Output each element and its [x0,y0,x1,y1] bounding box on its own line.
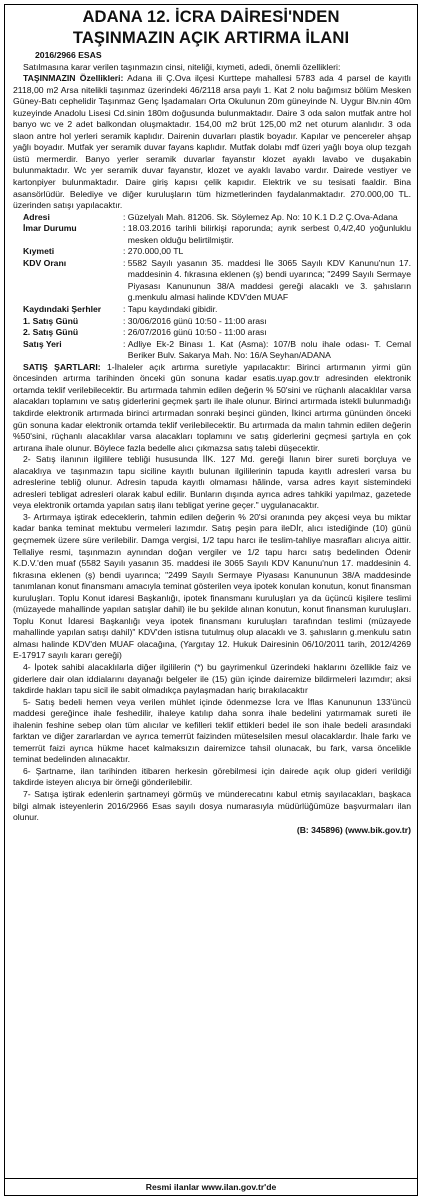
sale-day-2-label: 2. Satış Günü [23,327,79,338]
reference-number: (B: 345896) (www.bik.gov.tr) [296,824,411,835]
address-label: Adresi [23,211,50,222]
sale-day-1-label: 1. Satış Günü [23,315,79,326]
announcement-page [4,4,418,1196]
sale-place-row: Satış Yeri : Adliye Ek-2 Binası 1. Kat (Asma): 107/B nolu ihale odası- T. Cemal Beriker Bulv. Sakarya Mah. No: 16/A Seyhan/ADANA [13,339,411,362]
value-label: Kıymeti [23,246,55,257]
property-features [13,73,411,212]
annotations-label: Kaydındaki Şerhler [23,304,102,315]
annotations-row: Kaydındaki Şerhler : Tapu kaydındaki gibidir. [13,304,411,316]
sale-day-2-value: 26/07/2016 günü 10:50 - 11:00 arası [127,327,267,338]
value-row: Kıymeti : 270.000,00 TL [13,246,411,258]
conditions-label: SATIŞ ŞARTLARI: [23,361,101,372]
sale-day-2-row: 2. Satış Günü : 26/07/2016 günü 10:50 - 11:00 arası [13,327,411,339]
zoning-row: İmar Durumu : 18.03.2016 tarihli bilirkişi raporunda; ayrık serbest 0,4/2,40 yoğunluklu mesken olduğu belirtilmiştir. [13,223,411,246]
value-amount: 270.000,00 TL [127,246,184,257]
vat-value: 5582 Sayılı yasanın 35. maddesi İle 3065 Sayılı KDV Kanunu'nun 17. maddesinin 4. fıkrasına eklenen (ş) bendi uyarınca; "2499 Sayılı Sermaye Piyasası Kanununun 38/A maddesi gereği alacaklı ve 3. şahısların g.menkulu almasi halinde KDV'den MUAF [127,257,411,303]
sale-place-label: Satış Yeri [23,338,62,349]
sale-condition-4: 4- İpotek sahibi alacaklılarla diğer ilgililerin (*) bu gayrimenkul üzerindeki haklarını özellikle faiz ve giderlere dair olan iddialarını dayanağı belgeler ile (15) gün içinde dairemize bildirmeleri lazımdır; aksi takdirde hakları tapu sicil ile sabit olmadıkça paylaşmadan hariç bırakılacaktır [13,661,411,696]
sale-condition-2: 2- Satış ilanının ilgililere tebliği hususunda İİK. 127 Md. gereği İlanın birer sureti borçluya ve alacaklıya ve taşınmazın tapu siciline kayıtlı bulunan ilgililerinin tapuda kayıtlı adresleri varsa bu adreslerine tebliğ olunur. Adresin tapuda kayıtlı olmaması hâlinde, varsa adres kayıt sistemindeki adresleri tebligat adresleri olarak kabul edilir. Bunların dışında ayrıca adres tahkiki yapılmaz, gazetede veya elektronik ortamda yapılan satış ilanı tebligat yerine geçer." uygulanacaktır. [13,454,411,511]
esas-number: 2016/2966 ESAS [35,50,102,60]
zoning-value: 18.03.2016 tarihli bilirkişi raporunda; ayrık serbest 0,4/2,40 yoğunluklu mesken olduğu belirtilmiştir. [127,223,411,245]
features-label: TAŞINMAZIN Özellikleri: [23,73,124,84]
footer-link[interactable]: Resmi ilanlar www.ilan.gov.tr'de [5,1178,417,1195]
features-text: Adana ili Ç.Ova ilçesi Kurttepe mahallesi 5783 ada 4 parsel de kayıtlı 2118,00 m2 Arsa nitelikli taşınmaz üzerindeki 46/2118 arsa paylı 1. Kat 2 nolu bağımsız bölüm Mesken Güney-Batı cephelidir Taşınmaz Genç İşadamaları Orta Okulunun 20m güneyinde N. Uygur Blv.nin 40m kuzeyinde Anadolu Lisesi Cd.sinin 180m doğusunda bulunmaktadır. Daire 3 oda salon mutfak antre hol banyo wc ve 2 adet balkondan oluşmaktadır. 154,00 m2 brüt 125,00 m2 net oturum alanlıdır. 3 oda slaon antre hol yerleri seramik kaplıdır. Dairenin duvarları plastik boyadır. Kapılar ve pencereler ahşap yağlı boyadır. Mutfak yer seramik duvar fayans kaplıdır. Mutfak dolabı mdf üzeri yağlı boya olup tezgah üstü mermerdir. Banyo yerler seramik duvarlar fayanstır klozet ayaklı lavabo ve duşakabin bulunmaktadır. Wc yer seramik duvar fayanstır, klozet ve ayaklı lavabo vardır. Dairede vestiyer ve kartonpiyer bulunmaktadır. Daire giriş kapısı çelik kapıdır. Elektrik ve su tesisati faaldir. Bina asansörlüdür. Belediye ve diğer kuruluşların tüm hizmetlerinden faydalanmaktadır. 270.000,00 TL. üzerinden satışı yapılacaktır. [13,73,412,211]
vat-label: KDV Oranı [23,257,67,268]
sale-condition-6: 6- Şartname, ilan tarihinden itibaren herkesin görebilmesi için dairede açık olup gideri verildiği takdirde isteyen alıcıya bir örneği gönderilebilir. [13,765,411,788]
address-value: Güzelyalı Mah. 81206. Sk. Söylemez Ap. No: 10 K.1 D.2 Ç.Ova-Adana [127,211,398,222]
sale-place-value: Adliye Ek-2 Binası 1. Kat (Asma): 107/B nolu ihale odası- T. Cemal Beriker Bulv. Sakarya Mah. No: 16/A Seyhan/ADANA [127,338,411,361]
sale-condition-7: 7- Satışa iştirak edenlerin şartnameyi görmüş ve münderecatını kabul etmiş sayılacakları, başkaca bilgi almak isteyenlerin 2016/2966 Esas sayılı dosya numarasıyla müdürlüğümüze başvurmaları ilan olunur. [13,789,411,823]
intro-text: Satılmasına karar verilen taşınmazın cinsi, niteliği, kıymeti, adedi, önemli özellikleri: [23,61,341,72]
title-line-1: ADANA 12. İCRA DAİRESİ'NDEN [82,7,340,26]
title-line-2: TAŞINMAZIN AÇIK ARTIRMA İLANI [72,28,350,47]
sale-condition-1 [13,362,411,454]
sale-day-1-value: 30/06/2016 günü 10:50 - 11:00 arası [127,315,267,326]
annotations-value: Tapu kaydındaki gibidir. [127,304,218,315]
zoning-label: İmar Durumu [23,223,77,234]
sale-condition-5: 5- Satış bedeli hemen veya verilen mühlet içinde ödenmezse İcra ve İflas Kanununun 133'üncü maddesi gereğince ihale feshedilir, ihaleye katılıp daha sonra ihale bedelini yatırmamak sureti ile ihalenin feshine sebep olan tüm alıcılar ve kefilleri teklif ettikleri bedel ile son ihale bedeli arasındaki farktan ve diğer zararlardan ve ayrıca temerrüt faizinden müteselsilen mesul olacaklardır. İhale farkı ve temerrüt faizi ayrıca hükme hacet kalmaksızın dairemizce tahsil olunacak, bu fark, varsa öncelikle teminat bedelinden alınacaktır. [13,696,411,765]
condition-1-text: 1-İhaleler açık artırma suretiyle yapılacaktır: Birinci artırmanın yirmi gün öncesinden artırma tarihinden önceki gün sonuna kadar esatis.uyap.gov.tr adresinden elektronik ortamda teklif verilebilecektir. Bu artırmada tahmin edilen değerin % 50'sini ve rüçhanlı alacaklılar varsa alacakları toplamını ve satış giderlerini geçmek şartı ile ihale olunur. Birinci artırmada istekli bulunmadığı takdirde elektronik artırmada birinci artırmadan sonraki beşinci günden, İkinci artırma gününden önceki gün sonuna kadar elektronik ortamda teklif verilebilecektir. Bu artırmada da malın tahmin edilen değerin %50'sini, rüçhanlı alacaklılar varsa alacakları toplamını ve satış giderlerini geçmesi şartıyla en çok artırana ihale olunur. Böylece fazla bedelle alıcı çıkmazsa satış talebi düşecektir. [13,361,411,453]
address-row: Adresi : Güzelyalı Mah. 81206. Sk. Söylemez Ap. No: 10 K.1 D.2 Ç.Ova-Adana [13,212,411,224]
sale-day-1-row: 1. Satış Günü : 30/06/2016 günü 10:50 - 11:00 arası [13,316,411,328]
announcement-body [5,47,417,836]
sale-condition-3: 3- Artırmaya iştirak edeceklerin, tahmin edilen değerin % 20'si oranında pey akçesi veya bu miktar kadar banka teminat mektubu vermeleri lazımdır. Satış peşin para ileDİr, alıcı istediğinde (10) günü geçmemek üzere süre verilebilir. Damga vergisi, 1/2 tapu harcı ile teslim-tahliye masrafları alıcıya aittir. Tellaliye resmi, taşınmazın aynından doğan vergiler ve 1/2 tapu harcı satış bedelinden Ödenir K.D.V.'den muaf (5582 Sayılı yasanın 35. maddesi ile 3065 Sayılı KDV Kanunu'nun 17. maddesinin 4. fıkrasına eklenen (ş) bendi uyarınca; "2499 Sayılı Sermaye Piyasası Kanununun 38/A maddesinde tanımlanan konut finansmanı amacıyla teminat gösterilen veya ipotek konulan konutun, konut finansman kuruluşları. Toplu Konut idaresi Başkanlığı, ipotek finansmanı kuruluşları ya da üçüncü kişilere teslimi (müzayede mahallinde yapılan satışlar dahil) ile bu şekilde alınan konutun, konut finansman kuruluşları. Toplu Konut İdaresi Başkanlığı veya ipotek finansmanı kuruluşları tarafından teslimi (müzayede mahallinde yapılan satışı dahil)" KDV'den istisna tutulmuş olup alacaklı ve 3. şahısların g.menkulu satın alması halinde KDV'den MUAF olacağına, (Yargıtay 12. Hukuk Dairesinin 06/10/2011 tarih, 2012/4269 E-17917 sayılı kararı gereği) [13,511,411,661]
vat-row: KDV Oranı : 5582 Sayılı yasanın 35. maddesi İle 3065 Sayılı KDV Kanunu'nun 17. maddesinin 4. fıkrasına eklenen (ş) bendi uyarınca; "2499 Sayılı Sermaye Piyasası Kanununun 38/A maddesi gereği alacaklı ve 3. şahısların g.menkulu almasi halinde KDV'den MUAF [13,258,411,304]
